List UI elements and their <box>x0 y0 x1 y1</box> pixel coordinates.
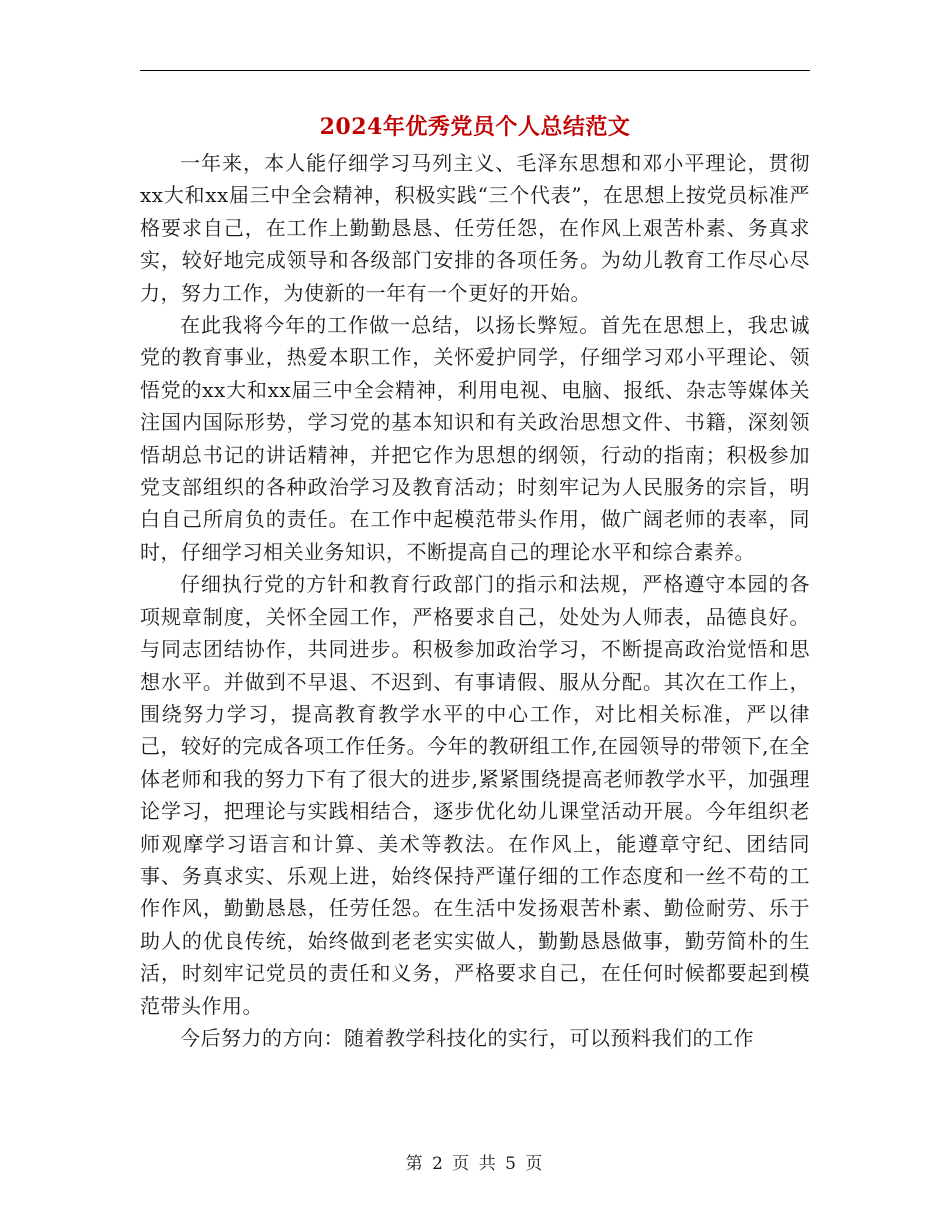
page-number-footer: 第 2 页 共 5 页 <box>405 1154 545 1174</box>
paragraph-4: 今后努力的方向：随着教学科技化的实行，可以预料我们的工作 <box>180 1025 754 1050</box>
header-rule <box>140 70 810 71</box>
paragraph-2: 在此我将今年的工作做一总结，以扬长弊短。首先在思想上，我忠诚党的教育事业，热爱本职工作，关怀爱护同学，仔细学习邓小平理论、领悟党的xx大和xx届三中全会精神，利用电视、电脑、报纸、杂志等媒体关注国内国际形势，学习党的基本知识和有关政治思想文件、书籍，深刻领悟胡总书记的讲话精神，并把它作为思想的纲领，行动的指南；积极参加党支部组织的各种政治学习及教育活动；时刻牢记为人民服务的宗旨，明白自己所肩负的责任。在工作中起模范带头作用，做广阔老师的表率，同时，仔细学习相关业务知识，不断提高自己的理论水平和综合素养。 <box>140 313 810 564</box>
document-title: 2024年优秀党员个人总结范文 <box>319 114 631 140</box>
paragraph-1: 一年来，本人能仔细学习马列主义、毛泽东思想和邓小平理论，贯彻xx大和xx届三中全会精神，积极实践“三个代表”，在思想上按党员标准严格要求自己，在工作上勤勤恳恳、任劳任怨，在作风上艰苦朴素、务真求实，较好地完成领导和各级部门安排的各项任务。为幼儿教育工作尽心尽力，努力工作，为使新的一年有一个更好的开始。 <box>140 151 810 305</box>
paragraph-3: 仔细执行党的方针和教育行政部门的指示和法规，严格遵守本园的各项规章制度，关怀全园工作，严格要求自己，处处为人师表，品德良好。与同志团结协作，共同进步。积极参加政治学习，不断提高政治觉悟和思想水平。并做到不早退、不迟到、有事请假、服从分配。其次在工作上，围绕努力学习，提高教育教学水平的中心工作，对比相关标准，严以律己，较好的完成各项工作任务。今年的教研组工作,在园领导的带领下,在全体老师和我的努力下有了很大的进步,紧紧围绕提高老师教学水平，加强理论学习，把理论与实践相结合，逐步优化幼儿课堂活动开展。今年组织老师观摩学习语言和计算、美术等教法。在作风上，能遵章守纪、团结同事、务真求实、乐观上进，始终保持严谨仔细的工作态度和一丝不苟的工作作风，勤勤恳恳，任劳任怨。在生活中发扬艰苦朴素、勤俭耐劳、乐于助人的优良传统，始终做到老老实实做人，勤勤恳恳做事，勤劳简朴的生活，时刻牢记党员的责任和义务，严格要求自己，在任何时候都要起到模范带头作用。 <box>140 572 810 1018</box>
document-body <box>140 147 810 1054</box>
